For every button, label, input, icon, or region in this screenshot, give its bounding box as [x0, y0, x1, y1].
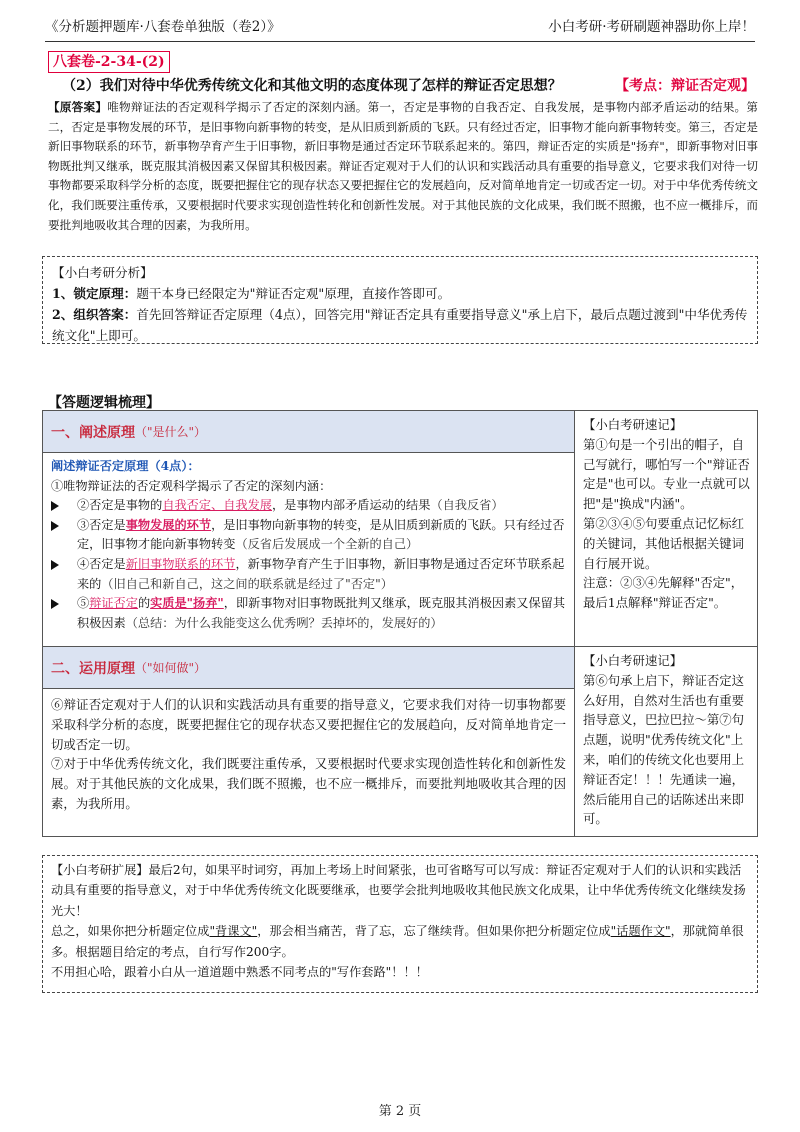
question-tag: 八套卷-2-34-(2)	[48, 51, 170, 73]
section-apply-principle	[43, 647, 574, 838]
point-4	[51, 555, 566, 594]
section-1-body	[43, 453, 574, 637]
point-5-note: （总结：为什么我能变这么优秀咧？丢掉坏的，发展好的）	[125, 615, 443, 630]
expand-text-1: 最后2句，如果平时词穷，再加上考场上时间紧张，也可省略写可以写成：辩证否定观对于人们的认识和实践活动具有重要的指导意义，对于中华优秀传统文化既要继承，也要学会批判地吸收其他民族文化成果，让中华优秀传统文化继续发扬光大！	[51, 863, 746, 918]
expand-keyword-recite: "背课文"	[209, 924, 258, 939]
memo-note-2-title: 【小白考研速记】	[583, 653, 683, 668]
expand-box	[42, 855, 758, 993]
point-6: ⑥辩证否定观对于人们的认识和实践活动具有重要的指导意义，它要求我们对待一切事物都要采取科学分析的态度，既要把握住它的现存状态又要把握住它的发展趋向，反对简单地肯定一切或否定一切。	[51, 697, 566, 752]
section-2-heading-question: （"如何做"）	[135, 661, 207, 675]
point-5-keyword-1: 辩证否定	[89, 596, 138, 611]
memo-note-1	[575, 411, 757, 647]
logic-left-column	[43, 411, 575, 836]
analysis-box	[42, 256, 758, 344]
analysis-point-2-label: 2、组织答案：	[52, 307, 137, 322]
section-explain-principle	[43, 411, 574, 647]
analysis-point-1-label: 1、锁定原理：	[52, 286, 137, 301]
expand-text-2c: ，那就简单很多。根据题目给定的考点，自行写作200字。	[51, 924, 744, 959]
arrow-bullet-icon	[51, 496, 77, 516]
analysis-point-1	[52, 283, 748, 304]
point-1: ①唯物辩证法的否定观科学揭示了否定的深刻内涵：	[51, 478, 332, 493]
page-header	[45, 14, 755, 42]
question-text: （2）我们对待中华优秀传统文化和其他文明的态度体现了怎样的辩证否定思想？	[62, 78, 562, 94]
memo-note-1-text-3: 注意：②③④先解释"否定"，最后1点解释"辩证否定"。	[583, 575, 744, 611]
point-2-note: （自我反省）	[430, 498, 504, 513]
analysis-point-2-text: 首先回答辩证否定原理（4点），回答完用"辩证否定具有重要指导意义"承上启下，最后点题过渡到"中华优秀传统文化"上即可。	[52, 307, 748, 343]
point-4-note: （旧自己和新自己，这之间的联系就是经过了"否定"）	[101, 576, 393, 591]
original-answer-label: 【原答案】	[48, 100, 108, 114]
section-2-heading	[43, 647, 574, 689]
memo-note-1-title: 【小白考研速记】	[583, 417, 683, 432]
memo-note-1-text-2: 第②③④⑤句要重点记忆标红的关键词，其他话根据关键词自行展开说。	[583, 515, 745, 571]
analysis-point-1-text: 题干本身已经限定为"辩证否定观"原理，直接作答即可。	[136, 286, 451, 301]
section-2-heading-text: 二、运用原理	[51, 660, 135, 677]
point-7: ⑦对于中华优秀传统文化，我们既要注重传承，又要根据时代要求实现创造性转化和创新性发展。对于其他民族的文化成果，我们既不照搬，也不应一概排斥，而要批判地吸收其合理的因素，为我所用。	[51, 756, 566, 811]
kaodian-label: 【考点：辩证否定观】	[615, 78, 755, 94]
point-2	[51, 496, 566, 516]
arrow-bullet-icon	[51, 555, 77, 594]
page-number: 第 2 页	[378, 1104, 422, 1119]
section-2-body	[43, 689, 574, 820]
point-4-text-b: ，新事物孕育产生于旧事物，新旧事物是通过否定环节联系起来的	[77, 556, 565, 591]
expand-label: 【小白考研扩展】	[51, 863, 149, 877]
point-4-text-a: ④否定是	[77, 556, 126, 571]
memo-note-2-text: 第⑥句承上启下，辩证否定这么好用，自然对生活也有重要指导意义，巴拉巴拉～第⑦句点题，说明"优秀传统文化"上来，咱们的传统文化也要用上辩证否定！！！先通读一遍，然后能用自己的话陈述出来即可。	[583, 672, 745, 827]
expand-text-2a: 总之，如果你把分析题定位成	[51, 924, 210, 939]
logic-title: 【答题逻辑梳理】	[48, 395, 160, 411]
expand-paragraph-1	[51, 860, 749, 921]
section-1-heading-text: 一、阐述原理	[51, 424, 135, 441]
analysis-point-2	[52, 304, 748, 346]
point-3-keyword: 事物发展的环节	[125, 517, 212, 532]
point-2-keyword: 自我否定、自我发展	[162, 498, 272, 513]
logic-table	[42, 410, 758, 837]
expand-keyword-essay: "话题作文"	[610, 924, 671, 939]
point-5-text-a: ⑤	[77, 596, 90, 611]
point-5-keyword-2: 实质是"扬弃"	[150, 596, 224, 611]
section-1-subtitle: 阐述辩证否定原理（4点）：	[51, 459, 200, 473]
point-2-text-a: ②否定是事物的	[77, 498, 163, 513]
arrow-bullet-icon	[51, 594, 77, 633]
expand-text-2b: ，那会相当痛苦，背了忘，忘了继续背。但如果你把分析题定位成	[257, 924, 611, 939]
original-answer	[48, 98, 758, 235]
expand-paragraph-2	[51, 921, 749, 962]
section-1-heading-question: （"是什么"）	[135, 425, 207, 439]
point-4-keyword: 新旧事物联系的环节	[125, 556, 236, 571]
memo-note-1-text-1: 第①句是一个引出的帽子，自己写就行，哪怕写一个"辩证否定是"也可以。专业一点就可以把"是"换成"内涵"。	[583, 436, 750, 512]
header-slogan: 小白考研·考研刷题神器助你上岸！	[548, 19, 755, 35]
point-5-mid: 的	[137, 596, 151, 611]
point-3-note: （反省后发展成一个全新的自己）	[235, 537, 419, 552]
point-5	[51, 594, 566, 633]
logic-right-column	[575, 411, 757, 836]
memo-note-2	[575, 647, 757, 838]
header-title: 《分析题押题库·八套卷单独版（卷2）》	[45, 19, 281, 35]
analysis-title: 【小白考研分析】	[52, 265, 153, 280]
original-answer-text: 唯物辩证法的否定观科学揭示了否定的深刻内涵。第一，否定是事物的自我否定、自我发展，是事物内部矛盾运动的结果。第二，否定是事物发展的环节，是旧事物向新事物的转变，是从旧质到新质的飞跃。只有经过否定，旧事物才能向新事物转变。第三，否定是新旧事物联系的环节，新事物孕育产生于旧事物，新旧事物是通过否定环节联系起来的。第四，辩证否定的实质是"扬弃"，即新事物对旧事物既批判又继承，既克服其消极因素又保留其积极因素。辩证否定观对于人们的认识和实践活动具有重要的指导意义，它要求我们对待一切事物都要采取科学分析的态度，既要把握住它的现存状态又要把握住它的发展趋向，反对简单地肯定一切或否定一切。对于中华优秀传统文化，我们既要注重传承，又要根据时代要求实现创造性转化和创新性发展。对于其他民族的文化成果，我们既不照搬，也不应一概排斥，而要批判地吸收其合理的因素，为我所用。	[48, 100, 758, 232]
expand-paragraph-3: 不用担心哈，跟着小白从一道道题中熟悉不同考点的"写作套路"！！！	[51, 965, 428, 980]
arrow-bullet-icon	[51, 516, 77, 555]
point-5-text-b: ，即新事物对旧事物既批判又继承，既克服其消极因素又保留其积极因素	[77, 596, 566, 630]
point-2-text-b: ，是事物内部矛盾运动的结果	[272, 498, 431, 513]
point-3	[51, 516, 566, 555]
point-3-text-a: ③否定是	[77, 517, 126, 532]
section-1-heading	[43, 411, 574, 453]
point-3-text-b: ，是旧事物向新事物的转变，是从旧质到新质的飞跃。只有经过否定，旧事物才能向新事物转变	[77, 517, 565, 552]
